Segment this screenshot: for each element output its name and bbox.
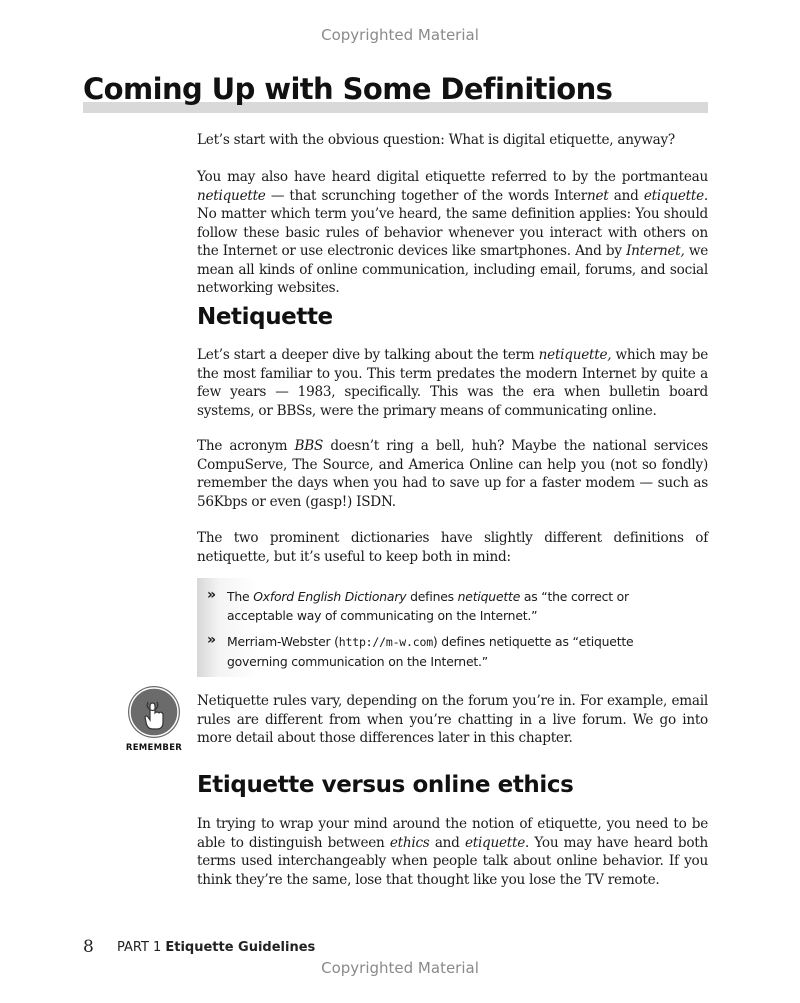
watermark-bottom: Copyrighted Material [321, 959, 479, 977]
netiquette-paragraph-3: The two prominent dictionaries have slightly different definitions of netiquette, but it’s useful to keep both in mind: [197, 530, 708, 565]
netiquette-paragraph-1: Let’s start a deeper dive by talking about the term netiquette, which may be the most familiar to you. This term predates the modern Internet by quite a few years — 1983, specifically. This was the era when bulletin board systems, or BBSs, were the primary means of communicating online. [197, 347, 708, 419]
page-number: 8 [83, 937, 94, 957]
remember-paragraph: Netiquette rules vary, depending on the forum you’re in. For example, email rules are different from when you’re chatting in a live forum. We go into more detail about those differences later in this chapter. [197, 693, 708, 746]
remember-finger-string-icon [128, 686, 180, 738]
definition-list [197, 578, 708, 677]
remember-label: REMEMBER [125, 743, 183, 753]
section-heading-ethics: Etiquette versus online ethics [197, 772, 574, 798]
running-footer: PART 1 Etiquette Guidelines [117, 940, 316, 955]
chapter-title: Coming Up with Some Definitions [83, 72, 613, 106]
list-item: » Merriam-Webster (http://m-w.com) defines netiquette as “etiquette governing communication on the Internet.” [207, 632, 634, 669]
chevron-bullet-icon: » [207, 632, 216, 648]
chapter-heading [83, 70, 708, 113]
intro-paragraph-2: You may also have heard digital etiquette referred to by the portmanteau netiquette — that scrunching together of the words Internet and etiquette. No matter which term you’ve heard, the same definition applies: You should follow these basic rules of behavior whenever you interact with others on the Internet or use electronic devices like smartphones. And by Internet, we mean all kinds of online communication, including email, forums, and social networking websites. [197, 169, 708, 296]
netiquette-paragraph-2: The acronym BBS doesn’t ring a bell, huh? Maybe the national services CompuServe, The Source, and America Online can help you (not so fondly) remember the days when you had to save up for a faster modem — such as 56Kbps or even (gasp!) ISDN. [197, 438, 708, 510]
list-item: » The Oxford English Dictionary defines netiquette as “the correct or acceptable way of communicating on the Internet.” [207, 587, 629, 623]
section-heading-netiquette: Netiquette [197, 304, 333, 330]
watermark-top: Copyrighted Material [321, 26, 479, 44]
chevron-bullet-icon: » [207, 587, 216, 603]
intro-paragraph-1: Let’s start with the obvious question: What is digital etiquette, anyway? [197, 132, 675, 148]
ethics-paragraph-1: In trying to wrap your mind around the notion of etiquette, you need to be able to distinguish between ethics and etiquette. You may have heard both terms used interchangeably when people talk about online behavior. If you think they’re the same, lose that thought like you lose the TV remote. [197, 816, 708, 888]
link-text: http://m-w.com [338, 635, 433, 649]
